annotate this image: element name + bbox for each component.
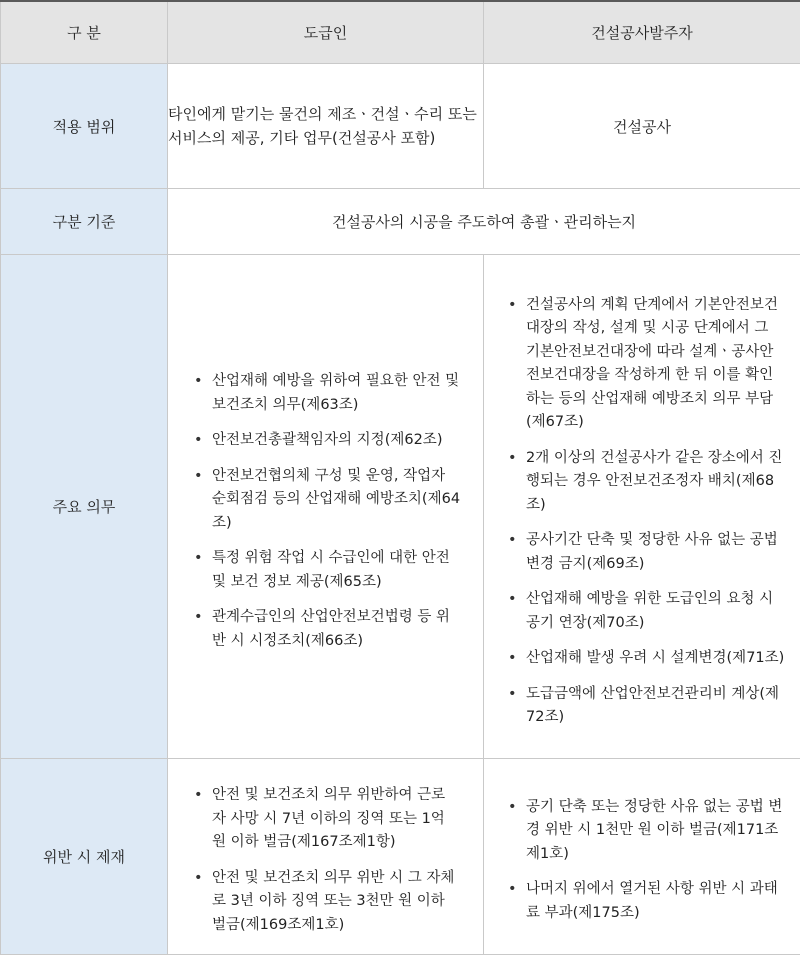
list-item: • 안전보건협의체 구성 및 운영, 작업자 순회점검 등의 산업재해 예방조치(제64조) (190, 465, 461, 536)
list-item: • 관계수급인의 산업안전보건법령 등 위반 시 시정조치(제66조) (190, 606, 461, 653)
row-label-criteria: 구분 기준 (1, 189, 168, 255)
sanctions-contractor-list (168, 764, 483, 937)
list-item: • 2개 이상의 건설공사가 같은 장소에서 진행되는 경우 안전보건조정자 배치(제68조) (504, 447, 786, 518)
criteria-text: 건설공사의 시공을 주도하여 총괄ㆍ관리하는지 (168, 189, 800, 255)
row-label-sanctions: 위반 시 제재 (1, 759, 168, 955)
header-category: 구 분 (1, 1, 168, 64)
header-row (1, 1, 800, 64)
row-sanctions (1, 759, 800, 955)
duties-client-list (484, 272, 800, 730)
list-item: • 특정 위험 작업 시 수급인에 대한 안전 및 보건 정보 제공(제65조) (190, 547, 461, 594)
sanctions-client-cell (484, 759, 800, 955)
header-client: 건설공사발주자 (484, 1, 800, 64)
list-item: • 안전 및 보건조치 의무 위반하여 근로자 사망 시 7년 이하의 징역 또는 1억 원 이하 벌금(제167조제1항) (190, 784, 457, 855)
row-criteria (1, 189, 800, 255)
list-item: • 도급금액에 산업안전보건관리비 계상(제72조) (504, 683, 786, 730)
row-scope (1, 64, 800, 189)
list-item: • 나머지 위에서 열거된 사항 위반 시 과태료 부과(제175조) (504, 878, 786, 925)
sanctions-contractor-cell (168, 759, 484, 955)
header-contractor: 도급인 (168, 1, 484, 64)
list-item: • 산업재해 예방을 위하여 필요한 안전 및 보건조치 의무(제63조) (190, 370, 461, 417)
list-item: • 공기 단축 또는 정당한 사유 없는 공법 변경 위반 시 1천만 원 이하 벌금(제171조제1호) (504, 796, 786, 867)
scope-contractor: 타인에게 맡기는 물건의 제조ㆍ건설ㆍ수리 또는 서비스의 제공, 기타 업무(건설공사 포함) (168, 64, 484, 189)
list-item: • 건설공사의 계획 단계에서 기본안전보건대장의 작성, 설계 및 시공 단계에서 그 기본안전보건대장에 따라 설계ㆍ공사안전보건대장을 작성하게 한 뒤 이를 확인하는 등의 산업재해 예방조치 의무 부담(제67조) (504, 294, 786, 435)
list-item: • 산업재해 발생 우려 시 설계변경(제71조) (504, 647, 786, 671)
row-label-scope: 적용 범위 (1, 64, 168, 189)
list-item: • 안전보건총괄책임자의 지정(제62조) (190, 429, 461, 453)
sanctions-client-list (484, 776, 800, 926)
scope-client: 건설공사 (484, 64, 800, 189)
duties-contractor-list (168, 348, 483, 653)
duties-contractor-cell (168, 255, 484, 759)
row-label-duties: 주요 의무 (1, 255, 168, 759)
list-item: • 안전 및 보건조치 의무 위반 시 그 자체로 3년 이하 징역 또는 3천만 원 이하 벌금(제169조제1호) (190, 867, 457, 938)
row-duties (1, 255, 800, 759)
list-item: • 공사기간 단축 및 정당한 사유 없는 공법 변경 금지(제69조) (504, 529, 786, 576)
duties-client-cell (484, 255, 800, 759)
list-item: • 산업재해 예방을 위한 도급인의 요청 시 공기 연장(제70조) (504, 588, 786, 635)
